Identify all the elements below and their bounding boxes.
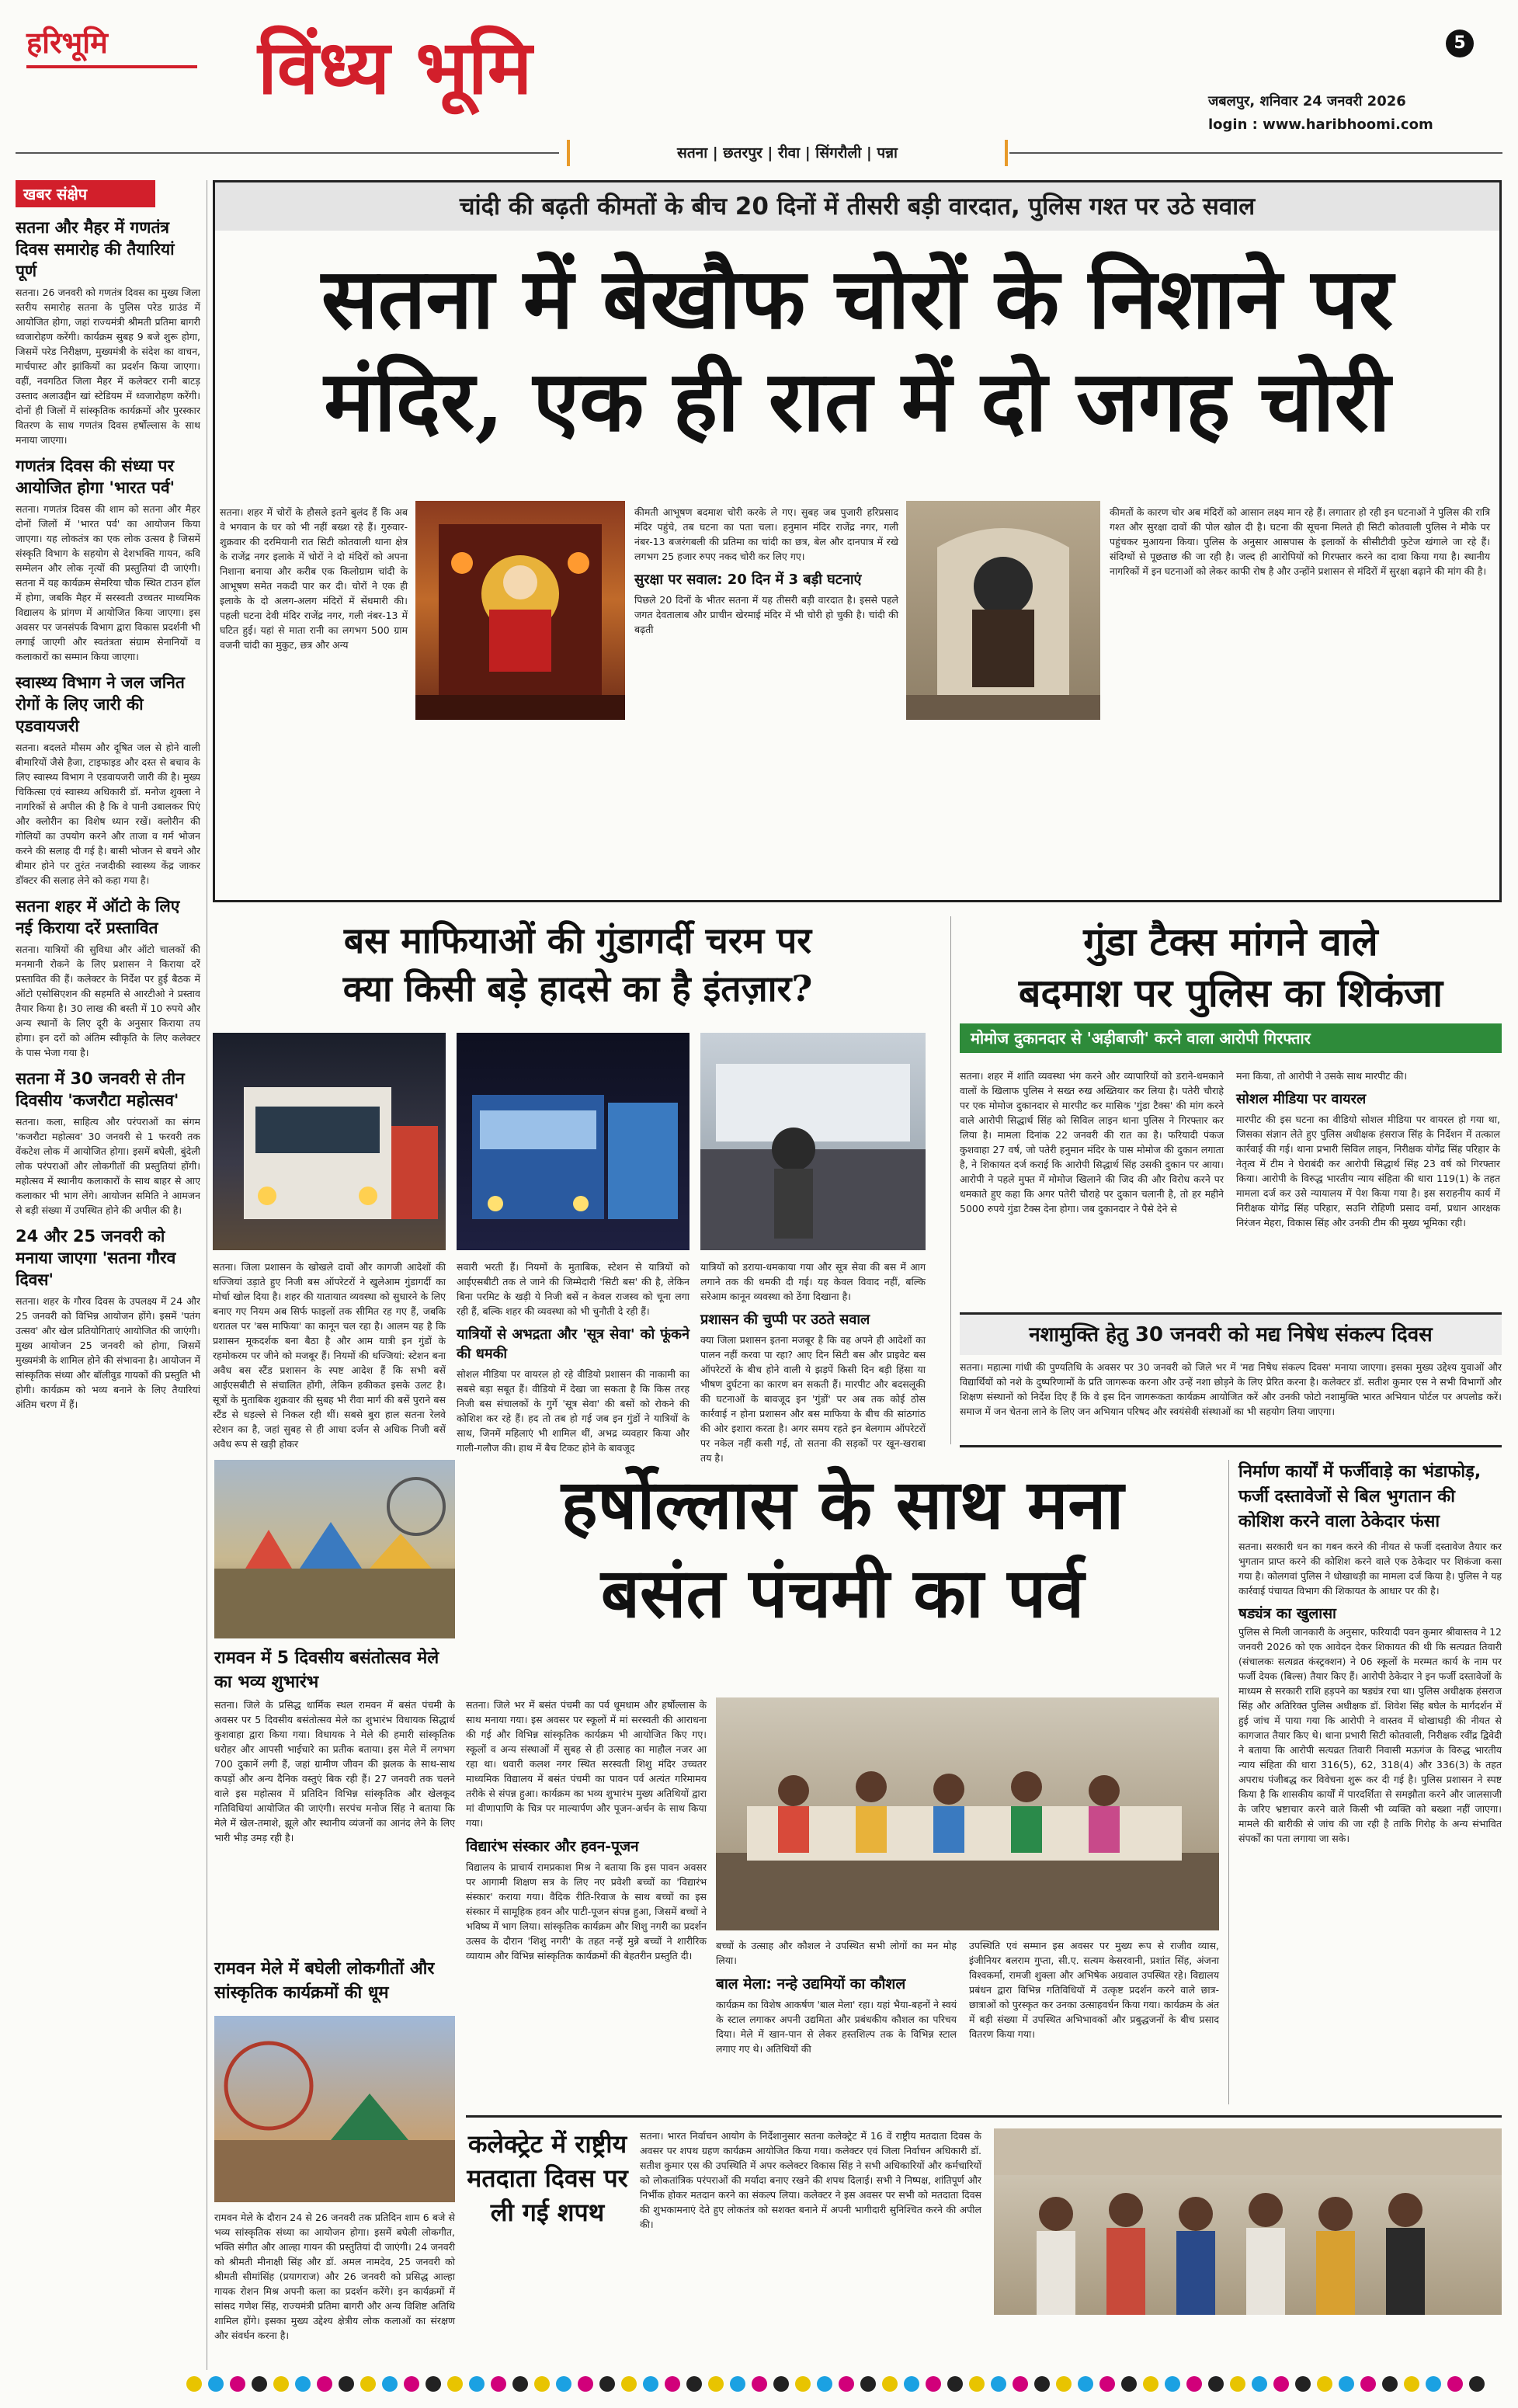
registration-dot <box>273 2376 289 2392</box>
story1-headline-line2: मंदिर, एक ही रात में दो जगह चोरी <box>324 353 1391 450</box>
sidebar-item-title: स्वास्थ्य विभाग ने जल जनित रोगों के लिए जारी की एडवायजरी <box>16 673 185 735</box>
registration-dot <box>186 2376 202 2392</box>
story8-subhead: षड्यंत्र का खुलासा <box>1238 1605 1336 1622</box>
story3-col2-subhead: सोशल मीडिया पर वायरल <box>1236 1091 1367 1107</box>
brand-logo: हरिभूमि <box>26 25 108 60</box>
registration-dot <box>1360 2376 1376 2392</box>
story-ramvan-lokgeet <box>214 1957 455 2376</box>
sidebar-item <box>16 455 200 664</box>
masthead-rule-right <box>1009 152 1502 154</box>
fair-illustration <box>214 2016 455 2202</box>
registration-dot <box>1339 2376 1354 2392</box>
story3-col2 <box>1236 1068 1500 1230</box>
story1-headline-line1: सतना में बेखौफ चोरों के निशाने पर <box>321 250 1394 348</box>
sidebar-item-body: सतना। 26 जनवरी को गणतंत्र दिवस का मुख्य जिला स्तरीय समारोह सतना के पुलिस परेड ग्राउंड में आयोजित होगा, जहां राज्यमंत्री श्रीमती प्रतिमा बागरी ध्वजारोहण करेंगी। कार्यक्रम सुबह 9 बजे शुरू होगा, जिसमें परेड निरीक्षण, मुख्यमंत्री के संदेश का वाचन, मार्चपास्ट और झांकियों का प्रदर्शन किया जाएगा। वहीं, नवगठित जिला मैहर में कलेक्टर रानी बाटड़ उस्ताद अलाउद्दीन खां स्टेडियम में ध्वजारोहण करेंगी। दोनों ही जिलों में सांस्कृतिक कार्यक्रमों और पुरस्कार वितरण के साथ गणतंत्र दिवस हर्षोल्लास के साथ मनाया जाएगा। <box>16 287 200 446</box>
registration-dot <box>839 2376 854 2392</box>
story5-col1 <box>466 1697 707 1963</box>
sidebar-item <box>16 1068 200 1218</box>
masthead-rule <box>16 152 559 154</box>
bus-illustration <box>457 1033 690 1250</box>
story1-col1-text: सतना। शहर में चोरों के हौसले इतने बुलंद हैं कि अब वे भगवान के घर को भी नहीं बख्श रहे हैं। गुरुवार-शुक्रवार की दरमियानी रात सिटी कोतवाली थाना क्षेत्र के राजेंद्र नगर इलाके में चोरों ने दो मंदिरों को अपना निशाना बनाया और करीब एक किलोग्राम चांदी के आभूषण समेत नकदी पार कर दी। चोरों ने एक ही इलाके के दो अलग-अलग मंदिरों में सेंधमारी की। पहली घटना देवी मंदिर राजेंद्र नगर, गली नंबर-13 में घटित हुई। यहां से माता रानी का लगभग 500 ग्राम वजनी चांदी का मुकुट, छत्र और अन्य <box>220 506 408 651</box>
sidebar-item-body: सतना। बदलते मौसम और दूषित जल से होने वाली बीमारियों जैसे हैजा, टाइफाइड और दस्त से बचाव के लिए स्वास्थ्य विभाग ने एडवायजरी जारी की है। मुख्य चिकित्सा एवं स्वास्थ्य अधिकारी डॉ. मनोज शुक्ला ने नागरिकों से अपील की है कि वे पानी उबालकर पिएं और क्लोरीन का विशेष ध्यान रखें। क्लोरीन की गोलियों का उपयोग करने और ताजा व गर्म भोजन करने की सलाह दी गई है। बासी भोजन से बचने और बीमार होने पर तुरंत नजदीकी स्वास्थ्य केंद्र जाकर डॉक्टर की सलाह लेने को कहा गया है। <box>16 742 200 886</box>
registration-dot <box>252 2376 267 2392</box>
sidebar-item-title: सतना और मैहर में गणतंत्र दिवस समारोह की तैयारियां पूर्ण <box>16 218 175 280</box>
story5-col2-subhead: बाल मेला: नन्हे उद्यमियों का कौशल <box>716 1975 906 1993</box>
sidebar-item-title: 24 और 25 जनवरी को मनाया जाएगा 'सतना गौरव दिवस' <box>16 1227 176 1289</box>
story3-col2b-text: मारपीट की इस घटना का वीडियो सोशल मीडिया पर वायरल हो गया था, जिसका संज्ञान लेते हुए पुलिस अधीक्षक हंसराज सिंह के निर्देशन में तत्काल कार्रवाई की गई। थाना प्रभारी सिविल लाइन, निरीक्षक योगेंद्र सिंह परिहार के नेतृत्व में टीम ने घेराबंदी कर आरोपी सिद्धार्थ सिंह 23 वर्ष को गिरफ्तार किया। आरोपी के विरुद्ध भारतीय न्याय संहिता की धारा 119(1) के तहत मामला दर्ज कर उसे न्यायालय में पेश किया गया है। इस सराहनीय कार्य में निरीक्षक योगेंद्र सिंह परिहार, सउनि रोहिणी प्रसाद वर्मा, प्रधान आरक्षक निरंजन मेहरा, विकास सिंह और उनकी टीम की मुख्य भूमिका रही। <box>1236 1114 1500 1228</box>
registration-dot <box>534 2376 550 2392</box>
fair-illustration <box>214 1460 455 1638</box>
story3-headline <box>960 916 1502 1019</box>
registration-dot <box>578 2376 593 2392</box>
region-bar <box>567 140 1008 166</box>
story3-col1 <box>960 1068 1224 1216</box>
sidebar-item <box>16 217 200 447</box>
registration-dot <box>860 2376 876 2392</box>
story-madya-nishedh <box>960 1312 1502 1447</box>
registration-dot <box>665 2376 680 2392</box>
registration-dot <box>1469 2376 1485 2392</box>
registration-dot <box>1078 2376 1093 2392</box>
registration-dot <box>795 2376 811 2392</box>
registration-dot <box>1426 2376 1441 2392</box>
story5-headline <box>466 1460 1219 1637</box>
story1-col2-text: कीमती आभूषण बदमाश चोरी करके ले गए। सुबह जब पुजारी हरिप्रसाद मंदिर पहुंचे, तब घटना का पता चला। हनुमान मंदिर राजेंद्र नगर, गली नंबर-13 बजरंगबली की प्रतिमा का चांदी का छत्र, बेल और दानपात्र में रखे लगभग 25 हजार रुपए नकद चोरी कर लिए गए। <box>634 506 898 562</box>
masthead <box>0 0 1518 171</box>
registration-dot <box>708 2376 724 2392</box>
story1-col3 <box>1110 505 1490 579</box>
registration-dot <box>469 2376 485 2392</box>
registration-dot <box>1143 2376 1158 2392</box>
story1-col2b-text: पिछले 20 दिनों के भीतर सतना में यह तीसरी बड़ी वारदात है। इससे पहले जगत देवतालाब और प्राचीन खेरमाई मंदिर में भी चोरी हो चुकी है। चांदी की बढ़ती <box>634 594 898 635</box>
story4-headline: नशामुक्ति हेतु 30 जनवरी को मद्य निषेध संकल्प दिवस <box>960 1315 1502 1355</box>
story5-col2b-text: कार्यक्रम का विशेष आकर्षण 'बाल मेला' रहा। यहां भैया-बहनों ने स्वयं के स्टाल लगाकर अपनी उद्यमिता और प्रबंधकीय कौशल का परिचय दिया। मेले में खान-पान से लेकर हस्तशिल्प तक के विभिन्न स्टाल लगाए गए थे। अतिथियों की <box>716 1999 957 2055</box>
registration-dot <box>969 2376 985 2392</box>
registration-dot <box>1165 2376 1180 2392</box>
registration-dot <box>773 2376 789 2392</box>
story2-headline <box>213 916 943 1013</box>
registration-dot <box>208 2376 224 2392</box>
sidebar-header-text: खबर संक्षेप <box>23 185 88 203</box>
registration-dot <box>1404 2376 1419 2392</box>
school-event-illustration <box>716 1697 1219 1930</box>
story5-col1-text: सतना। जिले भर में बसंत पंचमी का पर्व धूमधाम और हर्षोल्लास के साथ मनाया गया। इस अवसर पर स्कूलों में मां सरस्वती की आराधना की गई और विभिन्न सांस्कृतिक कार्यक्रम भी आयोजित किए गए। स्कूलों व अन्य संस्थाओं में सुबह से ही उत्साह का माहौल नजर आ रहा था। धवारी कलश नगर स्थित सरस्वती शिशु मंदिर उच्चतर माध्यमिक विद्यालय में बसंत पंचमी का पावन पर्व अत्यंत गरिमामय तरीके से संपन्न हुआ। कार्यक्रम का भव्य शुभारंभ मुख्य अतिथियों द्वारा मां वीणापाणि के चित्र पर माल्यार्पण और पूजन-अर्चन के साथ किया गया। <box>466 1699 707 1829</box>
sidebar <box>16 180 200 2370</box>
story1-kicker <box>215 182 1499 231</box>
sidebar-item-body: सतना। शहर के गौरव दिवस के उपलक्ष्य में 24 और 25 जनवरी को विभिन्न आयोजन होंगे। इसमें 'पतंग उत्सव' और खेल प्रतियोगिताएं आयोजित की जाएंगी। मुख्य आयोजन 25 जनवरी को होगा, जिसमें मुख्यमंत्री के शामिल होने की संभावना है। आयोजन में सांस्कृतिक संध्या और बॉलीवुड गायकों की प्रस्तुति भी होगी। कार्यक्रम को भव्य बनाने के लिए तैयारियां अंतिम चरण में हैं। <box>16 1295 200 1410</box>
registration-dot <box>1252 2376 1267 2392</box>
story3-bar-text: मोमोज दुकानदार से 'अड़ीबाजी' करने वाला आरोपी गिरफ्तार <box>971 1029 1311 1048</box>
story-temple-theft <box>213 180 1502 902</box>
story2-col3-text: यात्रियों को डराया-धमकाया गया और सूत्र सेवा की बस में आग लगाने तक की धमकी दी गई। यह केवल विवाद नहीं, बल्कि सरेआम कानून व्यवस्था को ठेंगा दिखाना है। <box>700 1261 926 1302</box>
registration-dot <box>643 2376 658 2392</box>
story1-col3-text: कीमतों के कारण चोर अब मंदिरों को आसान लक्ष्य मान रहे हैं। लगातार हो रही इन घटनाओं ने पुलिस की रात्रि गश्त और सुरक्षा दावों की पोल खोल दी है। घटना की सूचना मिलते ही सिटी कोतवाली पुलिस ने मौके पर पहुंचकर मुआयना किया। पुलिस के अनुसार आसपास के इलाकों के सीसीटीवी फुटेज खंगाले जा रहे हैं। संदिग्धों से पूछताछ की जा रही है। जल्द ही आरोपियों को गिरफ्तार करने का दावा किया गया है। स्थानीय नागरिकों में इन घटनाओं को लेकर काफी रोष है और उन्होंने प्रशासन से मंदिरों में सुरक्षा बढ़ाने की मांग की है। <box>1110 506 1490 577</box>
registration-dot <box>491 2376 506 2392</box>
registration-dot <box>447 2376 463 2392</box>
bus-photo-1 <box>213 1033 446 1250</box>
column-divider <box>950 916 951 1444</box>
registration-dot <box>1186 2376 1202 2392</box>
story1-col1 <box>220 505 408 652</box>
story6-body: सतना। जिले के प्रसिद्ध धार्मिक स्थल रामवन में बसंत पंचमी के अवसर पर 5 दिवसीय बसंतोत्सव मेले का शुभारंभ विधायक सिद्धार्थ कुशवाहा द्वारा किया गया। विधायक ने मेले की हमारी सांस्कृतिक धरोहर और आपसी भाईचारे का प्रतीक बताया। इस मेले में लगभग 700 दुकानें लगी हैं, जहां ग्रामीण जीवन की झलक के साथ-साथ कपड़ों और अन्य दैनिक वस्तुएं बिक रही हैं। 27 जनवरी तक चलने वाले इस महोत्सव में प्रतिदिन विभिन्न सांस्कृतिक और खेलकूद गतिविधियां आयोजित की जाएंगी। सरपंच मनोज सिंह ने बताया कि मेले में खेल-तमाशे, झूले और स्थानीय व्यंजनों का आनंद लेने के लिए भारी भीड़ उमड़ रही है। <box>214 1699 455 1843</box>
registration-dot <box>404 2376 419 2392</box>
registration-dot <box>991 2376 1006 2392</box>
bus-interior-illustration <box>700 1033 926 1250</box>
story1-kicker-text: चांदी की बढ़ती कीमतों के बीच 20 दिनों में तीसरी बड़ी वारदात, पुलिस गश्त पर उठे सवाल <box>459 193 1256 221</box>
story1-col2 <box>634 505 898 637</box>
registration-dot <box>360 2376 376 2392</box>
story-bus-mafia <box>213 916 943 1464</box>
oath-ceremony-illustration <box>994 2128 1502 2315</box>
story2-col3-subhead: प्रशासन की चुप्पी पर उठते सवाल <box>700 1312 870 1328</box>
registration-dot <box>556 2376 571 2392</box>
story7-body: रामवन मेले के दौरान 24 से 26 जनवरी तक प्रतिदिन शाम 6 बजे से भव्य सांस्कृतिक संध्या का आयोजन होगा। इसमें बघेली लोकगीत, भक्ति संगीत और आल्हा गायन की प्रस्तुतियां दी जाएंगी। 24 जनवरी को श्रीमती मीनाक्षी सिंह और डॉ. अमल नामदेव, 25 जनवरी को श्रीमती सीमांसिंह (प्रयागराज) और 26 जनवरी को प्रसिद्ध आल्हा गायक रोशन मिश्र अपनी कला का प्रदर्शन करेंगे। इन कार्यक्रमों में सांसद गणेश सिंह, राज्यमंत्री प्रतिमा बागरी और अन्य विशिष्ट अतिथि शामिल होंगे। इसका मुख्य उद्देश्य क्षेत्रीय लोक कलाओं का संरक्षण और संवर्धन करना है। <box>214 2212 455 2341</box>
registration-dot <box>1295 2376 1311 2392</box>
page-number-text: 5 <box>1454 33 1466 53</box>
story3-headline-line2: बदमाश पर पुलिस का शिकंजा <box>1018 970 1443 1016</box>
story3-col1-text: सतना। शहर में शांति व्यवस्था भंग करने और व्यापारियों को डराने-धमकाने वालों के खिलाफ पुलिस ने सख्त रुख अख्तियार कर लिया है। पतेरी चौराहे पर एक मोमोज दुकानदार से मारपीट कर मासिक 'गुंडा टैक्स' की मांग करने वाले आरोपी सिद्धार्थ सिंह को सिविल लाइन थाना पुलिस ने गिरफ्तार कर लिया है। मामला दिनांक 22 जनवरी की रात का है। फरियादी पंकज कुशवाहा 27 वर्ष, जो पतेरी हनुमान मंदिर के पास मोमोज की दुकान लगाता है, ने शिकायत दर्ज कराई कि आरोपी सिद्धार्थ सिंह उसकी दुकान पर आया। आरोपी ने पहले मुफ्त में मोमोज खिलाने की जिद की और विरोध करने पर धमकाते हुए कहा कि अगर पतेरी चौराहे पर दुकान चलानी है, तो हर महीने 5000 रुपये गुंडा टैक्स देना होगा। जब दुकानदार ने पैसे देने से <box>960 1070 1224 1214</box>
sidebar-item <box>16 1225 200 1412</box>
sidebar-item-title: गणतंत्र दिवस की संध्या पर आयोजित होगा 'भारत पर्व' <box>16 457 175 497</box>
story8-body2: पुलिस से मिली जानकारी के अनुसार, फरियादी पवन कुमार श्रीवास्तव ने 12 जनवरी 2026 को एक आवेदन देकर शिकायत की थी कि सत्यव्रत तिवारी (संचालकः सत्यव्रत कंस्ट्रक्शन) ने 06 स्कूलों के मरम्मत कार्य के नाम पर फर्जी देयक (बिल्स) तैयार किए हैं। आरोपी ठेकेदार ने इन फर्जी दस्तावेजों के माध्यम से सरकारी राशि हड़पने का षड्यंत्र रचा था। पुलिस अधीक्षक हंसराज सिंह और अतिरिक्त पुलिस अधीक्षक डॉ. शिवेश सिंह बघेल के मार्गदर्शन में हुई जांच में पाया गया कि आरोपी ने वास्तव में धोखाधड़ी की नीयत से कागजात तैयार किए थे। थाना प्रभारी सिटी कोतवाली, निरीक्षक रवींद्र द्विवेदी ने बताया कि आरोपी सत्यव्रत तिवारी निवासी मऊगंज के विरुद्ध भारतीय न्याय संहिता की धारा 316(5), 62, 318(4) और 336(3) के तहत अपराध पंजीबद्ध कर विवेचना शुरू कर दी गई है। पुलिस प्रशासन ने स्पष्ट किया है कि शासकीय कार्यों में पारदर्शिता से समझौता करने और जालसाजी के जरिए भ्रष्टाचार करने वाले किसी भी व्यक्ति को बख्शा नहीं जाएगा। मामले की बारीकी से जांच की जा रही है ताकि गिरोह के अन्य संभावित संपर्कों का पता लगाया जा सके। <box>1238 1626 1502 1844</box>
ramvan-mela-photo <box>214 1460 455 1638</box>
school-event-photo <box>716 1697 1219 1930</box>
registration-dot <box>1013 2376 1028 2392</box>
registration-dot <box>1208 2376 1224 2392</box>
registration-dot <box>621 2376 637 2392</box>
registration-dot <box>1447 2376 1463 2392</box>
temple-idol-illustration <box>906 501 1100 720</box>
story7-headline: रामवन मेले में बघेली लोकगीतों और सांस्कृतिक कार्यक्रमों की धूम <box>214 1959 435 2003</box>
registration-dot <box>1382 2376 1398 2392</box>
story2-col2b-text: सोशल मीडिया पर वायरल हो रहे वीडियो प्रशासन की नाकामी का सबसे बड़ा सबूत हैं। वीडियो में देखा जा सकता है कि किस तरह निजी बस संचालकों के गुर्गे 'सूत्र सेवा' की बसों को रोकने की कोशिश कर रहे हैं। हद तो तब हो गई जब इन गुंडों ने यात्रियों के साथ, जिनमें महिलाएं भी शामिल थीं, अभद्र व्यवहार किया और गाली-गलौज की। हाथ में बैच टिकट होने के बावजूद <box>457 1368 690 1454</box>
story2-headline-line1: बस माफियाओं की गुंडागर्दी चरम पर <box>343 919 812 961</box>
story2-col3b-text: क्या जिला प्रशासन इतना मजबूर है कि वह अपने ही आदेशों का पालन नहीं करवा पा रहा? आए दिन सिटी बस और प्राइवेट बस ऑपरेटरों के बीच होने वाली ये झड़पें किसी दिन बड़ी हिंसा या भीषण दुर्घटना का कारण बन सकती हैं। मारपीट और बदसलूकी की घटनाओं के बावजूद इन 'गुंडों' पर अब तक कोई ठोस कार्रवाई न होना प्रशासन और बस माफिया के बीच की सांठगांठ की ओर इशारा करता है। अगर समय रहते इन बेलगाम ऑपरेटरों पर नकेल नहीं कसी गई, तो सतना की सड़कों पर खून-खराबा तय है। <box>700 1334 926 1464</box>
registration-dot <box>426 2376 441 2392</box>
sidebar-item-title: सतना शहर में ऑटो के लिए नई किराया दरें प्रस्तावित <box>16 897 180 937</box>
brand-underline <box>26 65 197 68</box>
registration-dot <box>686 2376 702 2392</box>
story9-body: सतना। भारत निर्वाचन आयोग के निर्देशानुसार सतना कलेक्ट्रेट में 16 वें राष्ट्रीय मतदाता दिवस के अवसर पर शपथ ग्रहण कार्यक्रम आयोजित किया गया। कलेक्टर एवं जिला निर्वाचन अधिकारी डॉ. सतीश कुमार एस की उपस्थिति में अपर कलेक्टर विकास सिंह ने सभी अधिकारियों और कर्मचारियों को लोकतांत्रिक परंपराओं की मर्यादा बनाए रखने की शपथ दिलाई। सभी ने निष्पक्ष, शांतिपूर्ण और निर्भीक होकर मतदान करने का संकल्प लिया। कलेक्टर ने इस अवसर पर सभी को मतदाता दिवस की शुभकामनाएं देते हुए लोकतंत्र को सशक्त बनाने में अपनी भागीदारी सुनिश्चित करने की अपील की। <box>640 2130 981 2230</box>
bus-illustration <box>213 1033 446 1250</box>
story-contractor-fraud <box>1228 1460 1502 2104</box>
registration-dot <box>752 2376 767 2392</box>
page-number <box>1446 30 1474 57</box>
registration-dot <box>1273 2376 1289 2392</box>
sidebar-item <box>16 895 200 1060</box>
sidebar-item-title: सतना में 30 जनवरी से तीन दिवसीय 'कजरौटा महोत्सव' <box>16 1069 185 1110</box>
story1-headline <box>215 248 1499 453</box>
story2-col1 <box>213 1260 446 1451</box>
story2-col3 <box>700 1260 926 1465</box>
sidebar-header <box>16 180 155 207</box>
registration-dot <box>339 2376 354 2392</box>
story9-headline: कलेक्ट्रेट में राष्ट्रीय मतदाता दिवस पर ली गई शपथ <box>467 2129 628 2227</box>
voter-day-photo <box>994 2128 1502 2315</box>
story3-bar <box>960 1023 1502 1053</box>
registration-dot <box>230 2376 245 2392</box>
registration-dot <box>730 2376 745 2392</box>
page-title: विंध्य भूमि <box>258 23 533 111</box>
registration-dot <box>1034 2376 1050 2392</box>
story3-col2-text: मना किया, तो आरोपी ने उसके साथ मारपीट की। <box>1236 1070 1408 1082</box>
ramvan-stage-photo <box>214 2016 455 2202</box>
registration-dot <box>1056 2376 1072 2392</box>
story5-col1b-text: विद्यालय के प्राचार्य रामप्रकाश मिश्र ने बताया कि इस पावन अवसर पर आगामी शिक्षण सत्र के लिए नए प्रवेशी बच्चों का 'विद्यारंभ संस्कार' कराया गया। वैदिक रीति-रिवाज के साथ बच्चों का इस संस्कार में सामूहिक हवन और पाटी-पूजन संपन्न हुआ, जिसमें बच्चों ने भविष्य में भाग लिया। सांस्कृतिक कार्यक्रम और शिशु नगरी का प्रदर्शन उत्सव के दौरान 'शिशु नगरी' के तहत नन्हें मुन्ने बच्चों ने शारीरिक व्यायाम और विभिन्न सांस्कृतिक कार्यक्रमों की बेहतरीन प्रस्तुति दी। <box>466 1861 707 1961</box>
story5-headline-line2: बसंत पंचमी का पर्व <box>600 1552 1085 1633</box>
temple-photo-2 <box>906 501 1100 720</box>
dateline: जबलपुर, शनिवार 24 जनवरी 2026 <box>1208 93 1406 109</box>
registration-dot <box>904 2376 919 2392</box>
story4-body: सतना। महात्मा गांधी की पुण्यतिथि के अवसर पर 30 जनवरी को जिले भर में 'मद्य निषेध संकल्प दिवस' मनाया जाएगा। इसका मुख्य उद्देश्य युवाओं और विद्यार्थियों को नशे के दुष्परिणामों के प्रति जागरूक करना और उन्हें नशा छोड़ने के लिए प्रेरित करना है। कलेक्टर डॉ. सतीश कुमार एस ने सभी विभागों और शिक्षण संस्थानों को निर्देश दिए हैं कि वे इस दिन जागरूकता कार्यक्रम आयोजित करें और उनकी फोटो नशामुक्ति भारत अभियान पोर्टल पर अपलोड करें। समाज में जन चेतना लाने के लिए जन अभियान परिषद और स्वयंसेवी संस्थाओं का भी सहयोग लिया जाएगा। <box>960 1361 1502 1417</box>
story8-body: सतना। सरकारी धन का गबन करने की नीयत से फर्जी दस्तावेज तैयार कर भुगतान प्राप्त करने की कोशिश करने वाले एक ठेकेदार पर शिकंजा कसा गया है। कोलगवां पुलिस ने धोखाधड़ी का मामला दर्ज किया है। पुलिस ने यह कार्रवाई पंचायत विभाग की शिकायत के आधार पर की है। <box>1238 1541 1502 1597</box>
story5-headline-line1: हर्षोल्लास के साथ मना <box>561 1464 1124 1545</box>
story8-headline: निर्माण कार्यों में फर्जीवाड़े का भंडाफोड़, फर्जी दस्तावेजों से बिल भुगतान की कोशिश करने वाला ठेकेदार फंसा <box>1238 1462 1482 1531</box>
temple-idol-illustration <box>415 501 625 720</box>
story-ramvan-basantotsav <box>214 1646 455 1957</box>
registration-dot <box>947 2376 963 2392</box>
registration-dot <box>1317 2376 1332 2392</box>
temple-photo-1 <box>415 501 625 720</box>
registration-dot <box>1121 2376 1137 2392</box>
story-voter-day <box>466 2115 1502 2366</box>
registration-dot <box>1230 2376 1245 2392</box>
story2-headline-line2: क्या किसी बड़े हादसे का है इंतज़ार? <box>342 968 813 1009</box>
registration-dot <box>1099 2376 1115 2392</box>
story2-col2-subhead: यात्रियों से अभद्रता और 'सूत्र सेवा' को फूंकने की धमकी <box>457 1326 690 1362</box>
sidebar-item-body: सतना। गणतंत्र दिवस की शाम को सतना और मैहर दोनों जिलों में 'भारत पर्व' का आयोजन किया जाएगा। यह लोकतंत्र का एक लोक उत्सव है जिसमें संस्कृति विभाग के सहयोग से देशभक्ति गायन, कवि सम्मेलन और लोक नृत्यों की प्रस्तुतियां दी जाएंगी। सतना में यह कार्यक्रम सेमरिया चौक स्थित टाउन हॉल में होगा, जबकि मैहर में सरस्वती उच्चतर माध्यमिक विद्यालय के प्रांगण में आयोजित किया जाएगा। इस अवसर पर जनसंपर्क विभाग द्वारा विकास प्रदर्शनी भी लगाई जाएगी और स्वतंत्रता संग्राम सेनानियों व कलाकारों का सम्मान किया जाएगा। <box>16 503 200 662</box>
registration-dot <box>295 2376 311 2392</box>
login-link[interactable]: login : www.haribhoomi.com <box>1208 116 1433 133</box>
bus-photo-2 <box>457 1033 690 1250</box>
region-list: सतना | छतरपुर | रीवा | सिंगरौली | पन्ना <box>677 144 898 162</box>
story-gunda-tax <box>960 916 1502 1305</box>
sidebar-item-body: सतना। कला, साहित्य और परंपराओं का संगम 'कजरौटा महोत्सव' 30 जनवरी से 1 फरवरी तक वेंकटेश लोक में आयोजित होगा। इसमें बघेली, बुंदेली लोक परंपराओं और लोकगीतों की प्रस्तुतियां होंगी। महोत्सव में स्थानीय कलाकारों के साथ बाहर से आए कलाकार भी भाग लेंगे। आयोजन समिति ने आमजन से बड़ी संख्या में उपस्थित होने की अपील की है। <box>16 1116 200 1216</box>
registration-dot <box>817 2376 832 2392</box>
sidebar-item <box>16 672 200 888</box>
story-basant-panchami <box>466 1460 1219 2104</box>
bus-photo-3 <box>700 1033 926 1250</box>
story5-col3-text: उपस्थिति एवं सम्मान इस अवसर पर मुख्य रूप से राजीव व्यास, इंजीनियर बलराम गुप्ता, सी.ए. सत्यम केसरवानी, प्रशांत सिंह, अंजना विश्वकर्मा, रामजी शुक्ला और अभिषेक अग्रवाल उपस्थित रहे। विद्यालय प्रबंधन द्वारा विभिन्न गतिविधियों में उत्कृष्ट प्रदर्शन करने वाले छात्र-छात्राओं को पुरस्कृत कर उनका उत्साहवर्धन किया गया। कार्यक्रम के अंत में बड़ी संख्या में उपस्थित अभिभावकों और प्रबुद्धजनों के बीच प्रसाद वितरण किया गया। <box>969 1940 1219 2040</box>
story2-col2 <box>457 1260 690 1455</box>
story2-col1-text: सतना। जिला प्रशासन के खोखले दावों और कागजी आदेशों की धज्जियां उड़ाते हुए निजी बस ऑपरेटरों ने खुलेआम गुंडागर्दी का मोर्चा खोल दिया है। शहर की यातायात व्यवस्था को सुधारने के लिए बनाए गए नियम अब सिर्फ फाइलों तक सीमित रह गए हैं, जबकि धरातल पर 'बस माफिया' का कानून चल रहा है। आलम यह है कि प्रशासन मूकदर्शक बना बैठा है और आम यात्री इन गुंडों के रहमोकरम पर जीने को मजबूर हैं। नियमों की धज्जियां: स्टेशन बना अवैध बस स्टैंड प्रशासन के स्पष्ट आदेश हैं कि सभी बसें आईएसबीटी से संचालित होंगी, लेकिन हकीकत इसके उलट है। सूत्रों के मुताबिक शुक्रवार की सुबह भी रीवा मार्ग की बसें पुराने बस स्टैंड से धड़ल्ले से निकल रही थीं। सबसे बुरा हाल सतना रेलवे स्टेशन का है, जहां सुबह से ही आधा दर्जन से अधिक निजी बसें अवैध रूप से खड़ी होकर <box>213 1261 446 1450</box>
story2-col2-text: सवारी भरती हैं। नियमों के मुताबिक, स्टेशन से यात्रियों को आईएसबीटी तक ले जाने की जिम्मेदारी 'सिटी बस' की है, लेकिन बिना परमिट के खड़ी ये निजी बसें न केवल राजस्व को चूना लगा रही हैं, बल्कि शहर की व्यवस्था को भी चुनौती दे रही हैं। <box>457 1261 690 1317</box>
registration-dot <box>382 2376 398 2392</box>
story5-col3 <box>969 1938 1219 2041</box>
story5-col2-text: बच्चों के उत्साह और कौशल ने उपस्थित सभी लोगों का मन मोह लिया। <box>716 1940 957 1966</box>
story1-col2-subhead: सुरक्षा पर सवाल: 20 दिन में 3 बड़ी घटनाएं <box>634 572 862 588</box>
registration-dot <box>926 2376 941 2392</box>
story6-headline: रामवन में 5 दिवसीय बसंतोत्सव मेले का भव्य शुभारंभ <box>214 1649 439 1692</box>
sidebar-item-body: सतना। यात्रियों की सुविधा और ऑटो चालकों की मनमानी रोकने के लिए प्रशासन ने किराया दरें प्रस्तावित की हैं। कलेक्टर के निर्देश पर हुई बैठक में ऑटो एसोसिएशन की सहमति से आरटीओ ने प्रस्ताव तैयार किया है। 30 लाख की बस्ती में 10 रुपये और अन्य स्थानों के लिए दूरी के अनुसार किराया तय होगा। इन दरों को अंतिम स्वीकृति के लिए कलेक्टर के पास भेजा गया है। <box>16 943 200 1058</box>
registration-dot <box>599 2376 615 2392</box>
story3-headline-line1: गुंडा टैक्स मांगने वाले <box>1083 919 1378 964</box>
story5-col2 <box>716 1938 957 2056</box>
registration-dot <box>317 2376 332 2392</box>
story5-col1-subhead: विद्यारंभ संस्कार और हवन-पूजन <box>466 1838 639 1855</box>
registration-dot <box>882 2376 898 2392</box>
registration-dot <box>512 2376 528 2392</box>
